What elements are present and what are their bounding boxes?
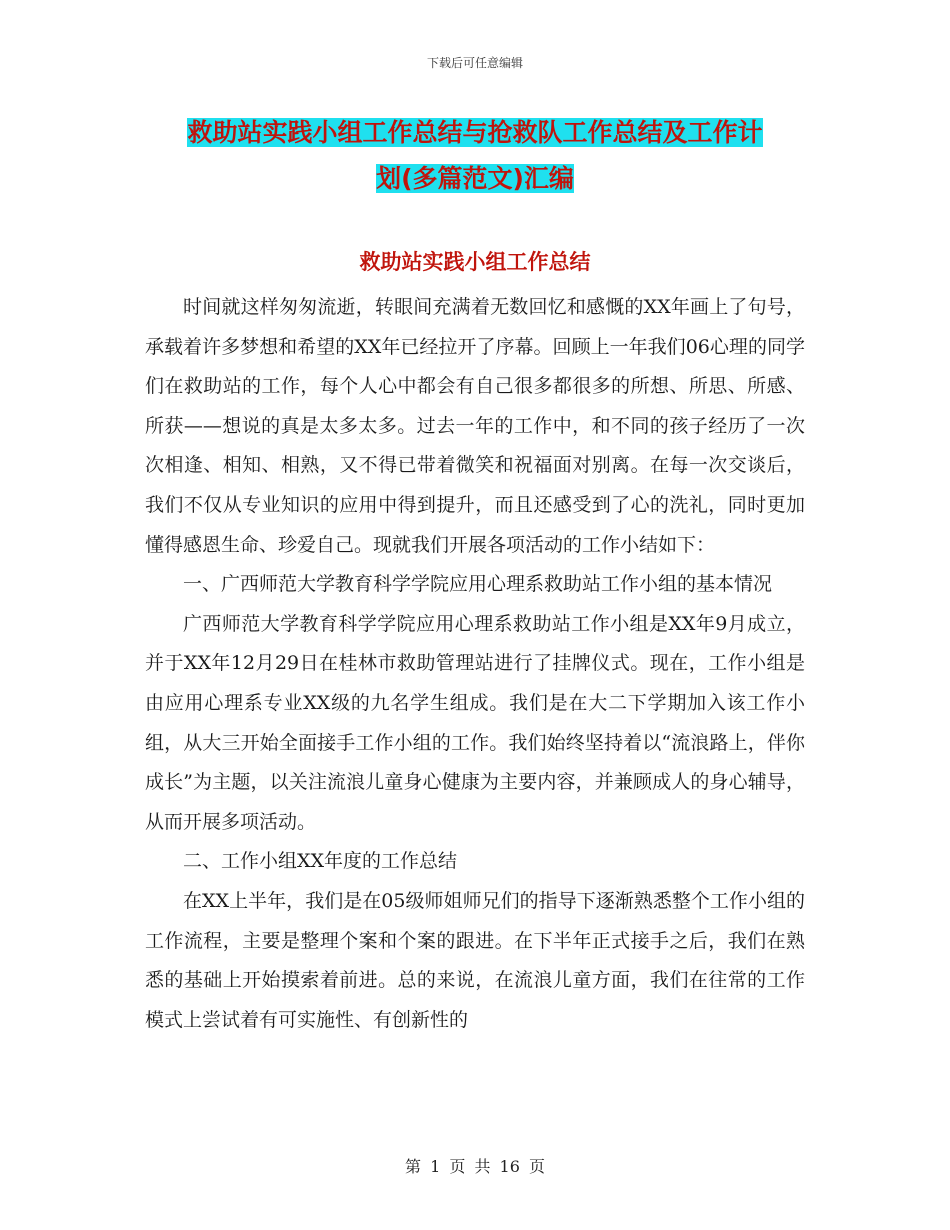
paragraph-heading-1: 一、广西师范大学教育科学学院应用心理系救助站工作小组的基本情况 <box>183 573 773 596</box>
body-text <box>145 288 805 1040</box>
section-heading: 救助站实践小组工作总结 <box>359 250 591 274</box>
paragraph-summary: 在XX上半年，我们是在05级师姐师兄们的指导下逐渐熟悉整个工作小组的工作流程，主要是整理个案和个案的跟进。在下半年正式接手之后，我们在熟悉的基础上开始摸索着前进。总的来说，在流浪儿童方面，我们在往常的工作模式上尝试着有可实施性、有创新性的 <box>145 889 805 1031</box>
page-footer: 第 1 页 共 16 页 <box>405 1157 545 1176</box>
paragraph-heading-2: 二、工作小组XX年度的工作总结 <box>183 850 458 873</box>
paragraph-basic-info: 广西师范大学教育科学学院应用心理系救助站工作小组是XX年9月成立，并于XX年12月29日在桂林市救助管理站进行了挂牌仪式。现在，工作小组是由应用心理系专业XX级的九名学生组成。我们是在大二下学期加入该工作小组，从大三开始全面接手工作小组的工作。我们始终坚持着以“流浪路上，伴你成长”为主题，以关注流浪儿童身心健康为主要内容，并兼顾成人的身心辅导，从而开展多项活动。 <box>145 612 805 833</box>
title-line-2: 划(多篇范文)汇编 <box>376 164 574 193</box>
header-note: 下载后可任意编辑 <box>426 56 523 70</box>
document-title <box>145 110 805 202</box>
title-line-1: 救助站实践小组工作总结与抢救队工作总结及工作计 <box>187 118 763 147</box>
paragraph-intro: 时间就这样匆匆流逝，转眼间充满着无数回忆和感慨的XX年画上了句号，承载着许多梦想和希望的XX年已经拉开了序幕。回顾上一年我们06心理的同学们在救助站的工作，每个人心中都会有自己很多都很多的所想、所思、所感、所获——想说的真是太多太多。过去一年的工作中，和不同的孩子经历了一次次相逢、相知、相熟，又不得已带着微笑和祝福面对别离。在每一次交谈后，我们不仅从专业知识的应用中得到提升，而且还感受到了心的洗礼，同时更加懂得感恩生命、珍爱自己。现就我们开展各项活动的工作小结如下： <box>145 296 805 556</box>
